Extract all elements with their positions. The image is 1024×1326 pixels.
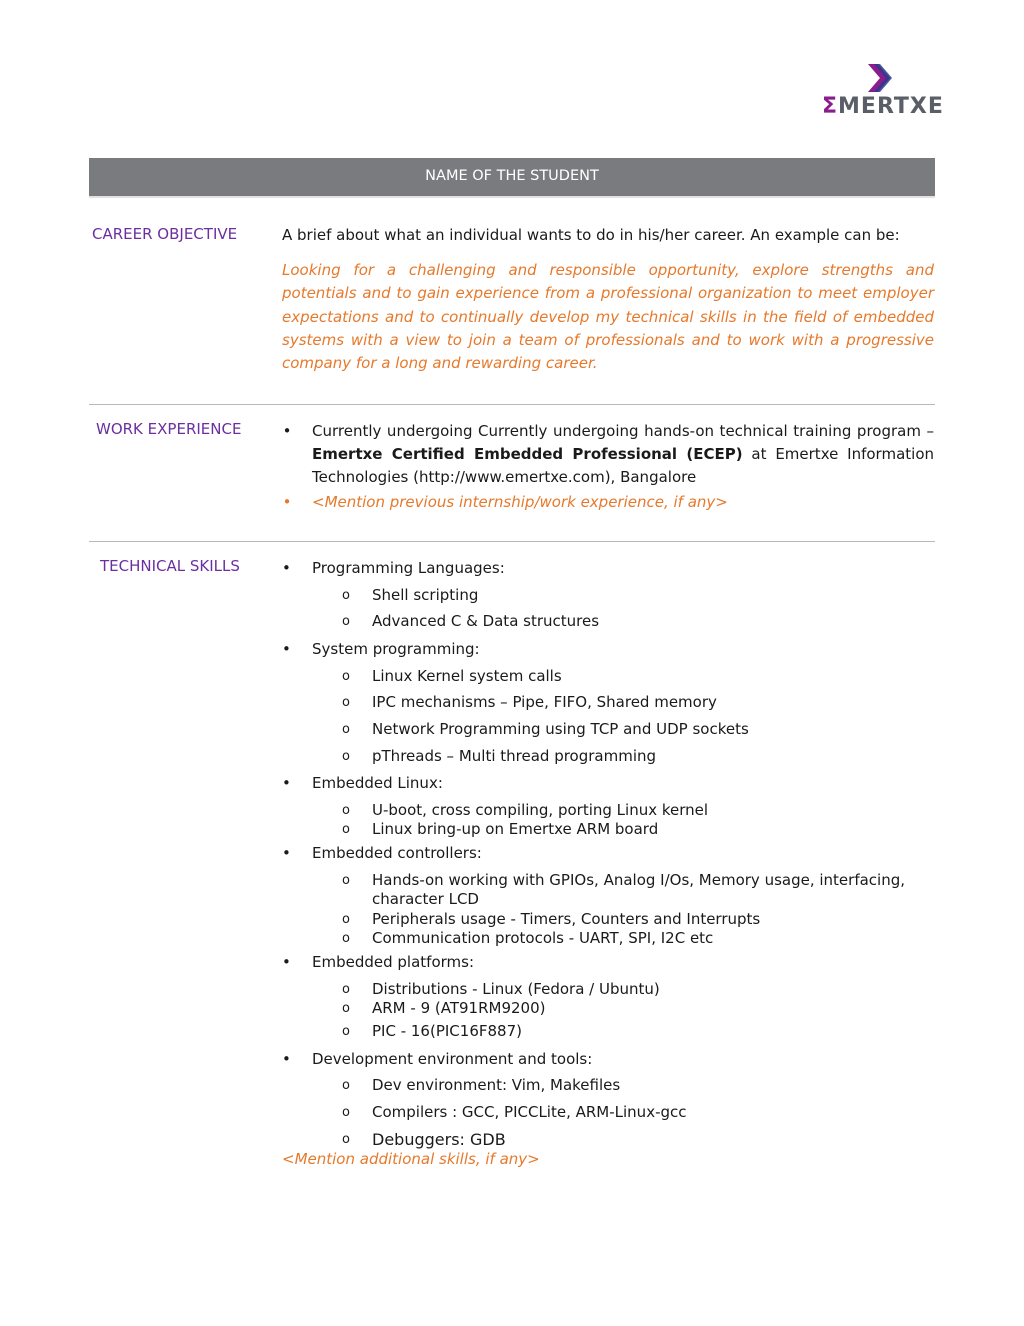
section-divider xyxy=(89,541,935,542)
skill-item-text: Distributions - Linux (Fedora / Ubuntu) xyxy=(372,980,660,998)
technical-skills-label: TECHNICAL SKILLS xyxy=(100,557,240,575)
skill-group-title: Embedded Linux: xyxy=(312,774,443,792)
sub-bullet-icon: o xyxy=(342,1105,350,1120)
skill-item-text: Compilers : GCC, PICCLite, ARM-Linux-gcc xyxy=(372,1103,687,1121)
skill-item-text: Debuggers: GDB xyxy=(372,1130,506,1149)
skill-item-text: pThreads – Multi thread programming xyxy=(372,747,657,765)
sub-bullet-icon: o xyxy=(342,931,350,946)
bullet-icon: • xyxy=(282,1050,291,1068)
skill-item-text: PIC - 16(PIC16F887) xyxy=(372,1022,522,1040)
sub-bullet-icon: o xyxy=(342,722,350,737)
sub-bullet-icon: o xyxy=(342,695,350,710)
work-item-2-text: <Mention previous internship/work experience, if any> xyxy=(312,493,728,511)
skill-item-text: IPC mechanisms – Pipe, FIFO, Shared memory xyxy=(372,693,717,711)
skill-item-text: Linux bring-up on Emertxe ARM board xyxy=(372,820,659,838)
sub-bullet-icon: o xyxy=(342,749,350,764)
skill-item-text: Communication protocols - UART, SPI, I2C etc xyxy=(372,929,714,947)
skill-group-title: Embedded controllers: xyxy=(312,844,482,862)
work-item-1-bold: Emertxe Certified Embedded Professional (ECEP) xyxy=(312,445,743,463)
skill-group-title: Programming Languages: xyxy=(312,559,505,577)
bullet-icon: • xyxy=(282,953,291,971)
sub-bullet-icon: o xyxy=(342,669,350,684)
career-objective-label: CAREER OBJECTIVE xyxy=(92,225,238,243)
sub-bullet-icon: o xyxy=(342,873,350,888)
skill-group-title: Embedded platforms: xyxy=(312,953,475,971)
sub-bullet-icon: o xyxy=(342,1132,350,1147)
sub-bullet-icon: o xyxy=(342,1024,350,1039)
bullet-icon: • xyxy=(282,559,291,577)
section-divider xyxy=(89,404,935,405)
skill-item-text: Dev environment: Vim, Makefiles xyxy=(372,1076,621,1094)
skill-item-text: Advanced C & Data structures xyxy=(372,612,600,630)
career-objective-example: Looking for a challenging and responsible opportunity, explore strengths and potentials and to gain experience from a professional organization to meet employer expectations and to continually develop my technical skills in the field of embedded systems with a view to join a team of professionals and to work with a progressive company for a long and rewarding career. xyxy=(282,261,934,373)
sub-bullet-icon: o xyxy=(342,982,350,997)
skill-item-text: U-boot, cross compiling, porting Linux kernel xyxy=(372,801,709,819)
skill-group-title: Development environment and tools: xyxy=(312,1050,593,1068)
sub-bullet-icon: o xyxy=(342,1001,350,1016)
work-item-1 xyxy=(282,420,934,490)
skill-item-text: Network Programming using TCP and UDP sockets xyxy=(372,720,749,738)
work-item-2 xyxy=(282,491,934,514)
additional-skills-text: <Mention additional skills, if any> xyxy=(282,1150,540,1168)
skill-group-title: System programming: xyxy=(312,640,480,658)
skill-item-text: Hands-on working with GPIOs, Analog I/Os, Memory usage, interfacing, character LCD xyxy=(372,871,905,908)
bullet-icon: • xyxy=(282,422,292,440)
emertxe-logo xyxy=(818,62,944,122)
skill-item-text: Peripherals usage - Timers, Counters and Interrupts xyxy=(372,910,761,928)
skill-item-text: Linux Kernel system calls xyxy=(372,667,562,685)
bullet-icon: • xyxy=(282,640,291,658)
logo-wordmark-text: MERTXE xyxy=(838,94,944,119)
bullet-icon: • xyxy=(282,844,291,862)
work-experience-label: WORK EXPERIENCE xyxy=(96,420,242,438)
bullet-icon: • xyxy=(282,493,292,511)
career-objective-intro: A brief about what an individual wants to do in his/her career. An example can be: xyxy=(282,226,900,244)
bullet-icon: • xyxy=(282,774,291,792)
sub-bullet-icon: o xyxy=(342,822,350,837)
work-item-1-post: at Emertxe Information Technologies (http://www.emertxe.com), Bangalore xyxy=(312,445,935,486)
work-item-1-pre: Currently undergoing Currently undergoing hands-on technical training program – xyxy=(312,422,934,440)
logo-wordmark xyxy=(822,94,944,119)
chevron-logo-icon xyxy=(866,62,896,94)
additional-skills-note xyxy=(282,1150,540,1169)
sub-bullet-icon: o xyxy=(342,588,350,603)
work-item-1-text xyxy=(312,420,934,489)
logo-sigma: Σ xyxy=(822,94,839,119)
student-name-bar: NAME OF THE STUDENT xyxy=(89,158,935,198)
skill-item-text: ARM - 9 (AT91RM9200) xyxy=(372,999,546,1017)
sub-bullet-icon: o xyxy=(342,1078,350,1093)
sub-bullet-icon: o xyxy=(342,614,350,629)
sub-bullet-icon: o xyxy=(342,912,350,927)
skill-item-text: Shell scripting xyxy=(372,586,479,604)
sub-bullet-icon: o xyxy=(342,803,350,818)
